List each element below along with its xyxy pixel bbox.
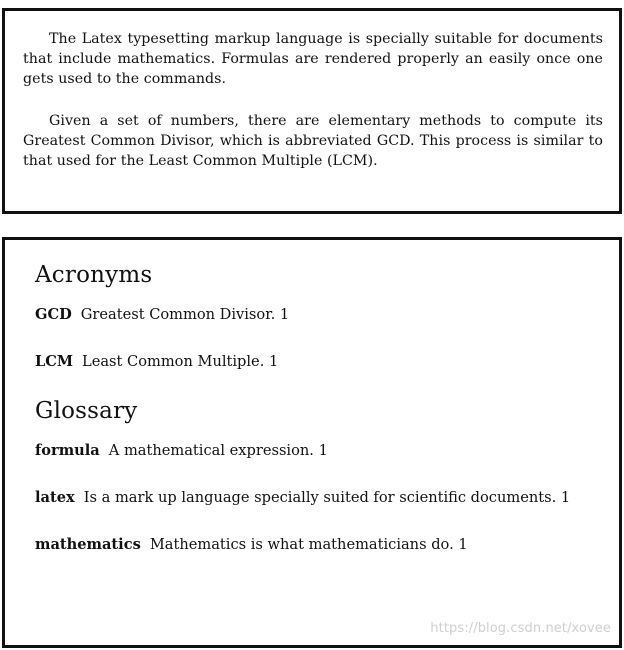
acronym-entry-lcm (35, 352, 603, 372)
glossary-definition: A mathematical expression. (108, 442, 314, 459)
page-reference: 1 (560, 489, 571, 506)
page-reference: 1 (279, 306, 290, 323)
acronym-definition: Least Common Multiple. (82, 353, 265, 370)
glossary-entry-formula (35, 441, 603, 461)
acronyms-heading: Acronyms (35, 262, 153, 288)
glossary-entry-latex (35, 488, 603, 508)
page-reference: 1 (458, 536, 468, 553)
glossary-heading: Glossary (35, 398, 138, 424)
glossary-entry-mathematics (35, 535, 603, 555)
glossary-definition: Mathematics is what mathematicians do. (149, 536, 454, 553)
page-reference: 1 (318, 442, 328, 459)
acronym-term: GCD (35, 306, 72, 323)
glossary-term: formula (35, 442, 100, 459)
glossary-term: latex (35, 489, 75, 506)
body-paragraph-1: The Latex typesetting markup language is specially suitable for documents that include mathematics. Formulas are rendered properly an easily once one gets used to the commands. (23, 31, 603, 87)
acronym-term: LCM (35, 353, 74, 370)
page-reference: 1 (268, 353, 279, 370)
body-paragraph-2: Given a set of numbers, there are elementary methods to compute its Greatest Common Divisor, which is abbreviated GCD. This process is similar to that used for the Least Common Multiple (LCM). (23, 113, 603, 169)
watermark: https://blog.csdn.net/xovee (430, 621, 611, 636)
acronym-definition: Greatest Common Divisor. (80, 306, 276, 323)
glossary-definition: Is a mark up language specially suited for scientific documents. (83, 489, 557, 506)
acronym-entry-gcd (35, 305, 603, 325)
acronyms-list (35, 305, 603, 372)
glossary-panel (2, 237, 622, 648)
document-body-panel (2, 8, 622, 214)
glossary-list (35, 441, 603, 555)
glossary-term: mathematics (35, 536, 141, 553)
